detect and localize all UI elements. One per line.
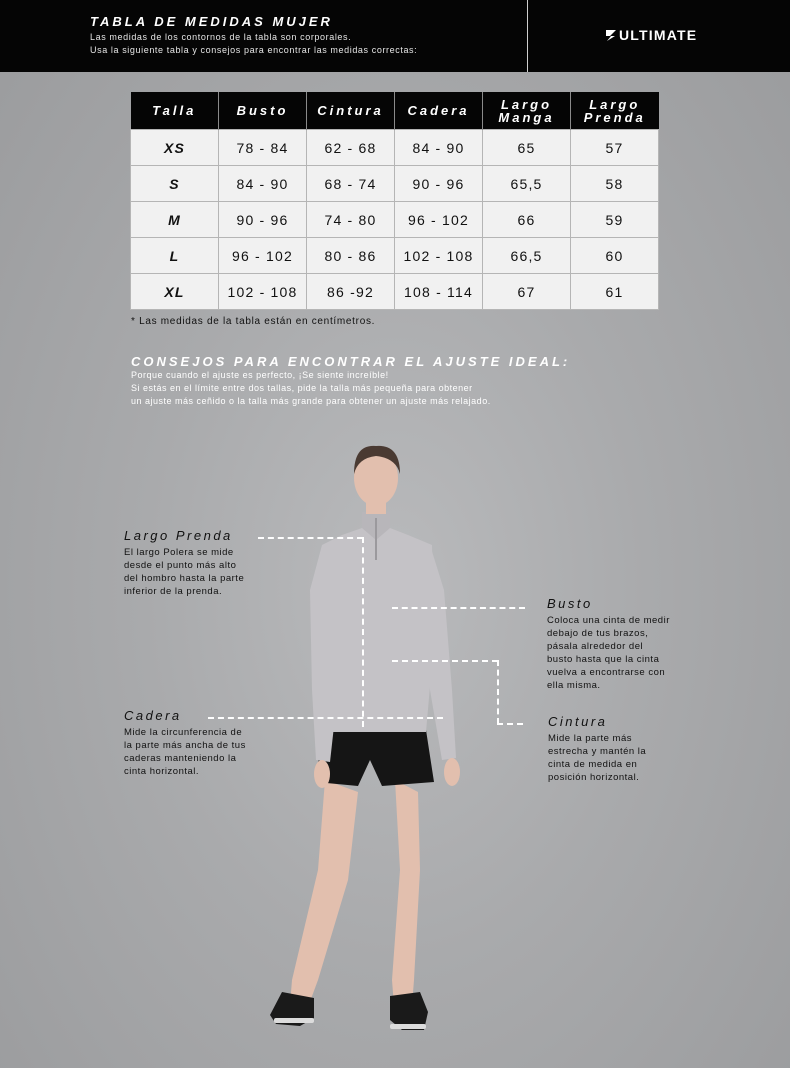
size-table (130, 92, 659, 310)
table-cell: 60 (571, 238, 659, 274)
guide-line-cintura-end (497, 723, 523, 725)
annotation-title-busto: Busto (547, 596, 593, 611)
logo-text: ULTIMATE (619, 27, 698, 43)
col-header-busto: Busto (219, 92, 307, 130)
table-header-row (131, 92, 659, 130)
guide-line-cintura (392, 660, 498, 662)
table-cell: 80 - 86 (307, 238, 395, 274)
annotation-text-cadera: Mide la circunferencia de la parte más ancha de tus caderas manteniendo la cinta horizontal. (124, 727, 246, 777)
table-cell: 58 (571, 166, 659, 202)
header-bar (0, 0, 790, 72)
header-divider (527, 0, 528, 72)
table-cell: 102 - 108 (219, 274, 307, 310)
table-cell: 67 (483, 274, 571, 310)
col-header-cadera: Cadera (395, 92, 483, 130)
guide-line-busto (392, 607, 525, 609)
table-row (131, 274, 659, 310)
table-cell: 86 -92 (307, 274, 395, 310)
table-note: * Las medidas de la tabla están en centímetros. (131, 316, 376, 327)
col-header-largo-manga: Largo Manga (483, 92, 571, 130)
table-row (131, 238, 659, 274)
annotation-title-largo-prenda: Largo Prenda (124, 528, 233, 543)
table-cell: 74 - 80 (307, 202, 395, 238)
table-cell-size: M (131, 202, 219, 238)
table-cell-size: XL (131, 274, 219, 310)
table-row (131, 166, 659, 202)
model-figure-illustration (230, 440, 490, 1060)
tips-title: CONSEJOS PARA ENCONTRAR EL AJUSTE IDEAL: (131, 354, 571, 369)
table-cell-size: XS (131, 130, 219, 166)
col-header-largo-prenda: Largo Prenda (571, 92, 659, 130)
table-row (131, 202, 659, 238)
header-subtitle-1: Las medidas de los contornos de la tabla son corporales. (90, 32, 352, 42)
annotation-text-busto: Coloca una cinta de medir debajo de tus brazos, pásala alrededor del busto hasta que la cinta vuelva a encontrarse con ella misma. (547, 615, 670, 691)
table-cell: 61 (571, 274, 659, 310)
table-cell: 90 - 96 (395, 166, 483, 202)
annotation-title-cadera: Cadera (124, 708, 182, 723)
table-cell: 84 - 90 (395, 130, 483, 166)
guide-line-cadera (208, 717, 443, 719)
table-row (131, 130, 659, 166)
guide-line-largo-prenda-vertical (362, 537, 364, 727)
table-cell: 57 (571, 130, 659, 166)
table-cell-size: L (131, 238, 219, 274)
table-cell: 78 - 84 (219, 130, 307, 166)
table-cell: 59 (571, 202, 659, 238)
col-header-talla: Talla (131, 92, 219, 130)
table-cell: 66 (483, 202, 571, 238)
table-cell: 102 - 108 (395, 238, 483, 274)
annotation-text-largo-prenda: El largo Polera se mide desde el punto más alto del hombro hasta la parte inferior de la prenda. (124, 547, 245, 597)
header-subtitle-2: Usa la siguiente tabla y consejos para encontrar las medidas correctas: (90, 45, 418, 55)
table-cell: 96 - 102 (395, 202, 483, 238)
col-header-cintura: Cintura (307, 92, 395, 130)
tips-line: Porque cuando el ajuste es perfecto, ¡Se siente increíble! (131, 370, 389, 380)
table-cell-size: S (131, 166, 219, 202)
table-cell: 65 (483, 130, 571, 166)
annotation-text-cintura: Mide la parte más estrecha y mantén la cinta de medida en posición horizontal. (548, 733, 647, 783)
annotation-title-cintura: Cintura (548, 714, 608, 729)
table-cell: 68 - 74 (307, 166, 395, 202)
table-cell: 84 - 90 (219, 166, 307, 202)
table-cell: 62 - 68 (307, 130, 395, 166)
table-cell: 65,5 (483, 166, 571, 202)
table-cell: 66,5 (483, 238, 571, 274)
page-title: TABLA DE MEDIDAS MUJER (90, 14, 333, 29)
table-cell: 96 - 102 (219, 238, 307, 274)
logo-mark-icon (605, 29, 617, 42)
tips-line: Si estás en el límite entre dos tallas, pide la talla más pequeña para obtener (131, 383, 473, 393)
tips-line: un ajuste más ceñido o la talla más grande para obtener un ajuste más relajado. (131, 396, 491, 406)
guide-line-cintura-vertical (497, 660, 499, 724)
guide-line-largo-prenda (258, 537, 363, 539)
brand-logo (605, 27, 697, 43)
table-cell: 90 - 96 (219, 202, 307, 238)
table-cell: 108 - 114 (395, 274, 483, 310)
